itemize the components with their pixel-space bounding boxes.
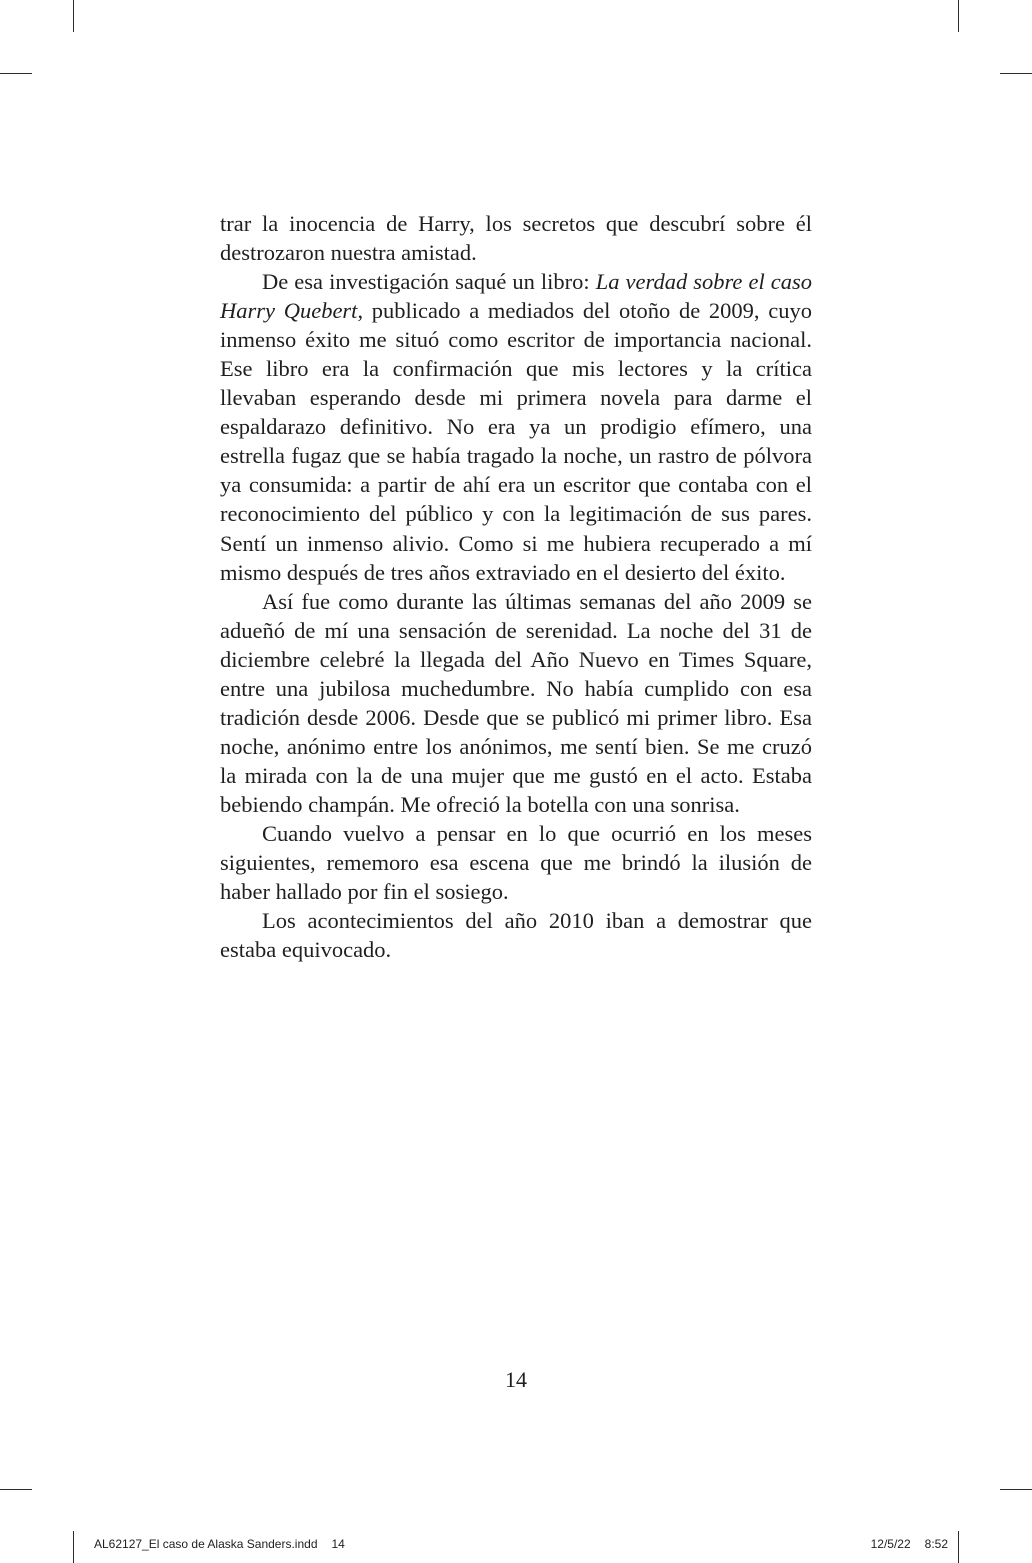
book-title: La verdad sobre el caso Harry Quebert (220, 269, 812, 324)
paragraph-3-text: Así fue como durante las últimas semanas del año 2009 se adueñó de mí una sensación de serenidad. La noche del 31 de diciembre celebré la llegada del Año Nuevo en Times Square, entre una jubilosa muchedumbre. No había cumplido con esa tradición desde 2006. Desde que se publicó mi primer libro. Esa noche, anónimo entre los anónimos, me sentí bien. Se me cruzó la mirada con la de una mujer que me gustó en el acto. Estaba bebiendo champán. Me ofreció la botella con una sonrisa. (220, 588, 812, 817)
paragraph-2-lead: De esa investigación saqué un libro: (262, 269, 596, 295)
crop-mark-bottom-right-horizontal (1000, 1489, 1032, 1490)
slug-time: 8:52 (924, 1537, 948, 1551)
paragraph-4 (220, 819, 812, 906)
crop-mark-bottom-right-vertical (958, 1531, 959, 1563)
paragraph-5 (220, 906, 812, 964)
paragraph-5-text: Los acontecimientos del año 2010 iban a demostrar que estaba equivocado. (220, 908, 812, 963)
paragraph-2 (220, 267, 812, 587)
slug-date: 12/5/22 (870, 1537, 911, 1551)
paragraph-1-text: trar la inocencia de Harry, los secretos que descubrí sobre él destrozaron nuestra amistad. (220, 211, 812, 266)
paragraph-2-rest: , publicado a mediados del otoño de 2009, cuyo inmenso éxito me situó como escritor de importancia nacional. Ese libro era la confirmación que mis lectores y la crítica llevaban esperando desde mi primera novela para darme el espaldarazo definitivo. No era ya un prodigio efímero, una estrella fugaz que se había tragado la noche, un rastro de pólvora ya consumida: a partir de ahí era un escritor que contaba con el reconocimiento del público y con la legitimación de sus pares. Sentí un inmenso alivio. Como si me hubiera recuperado a mí mismo después de tres años extraviado en el desierto del éxito. (220, 298, 812, 585)
crop-mark-bottom-left-horizontal (0, 1489, 32, 1490)
slug-timestamp (871, 1537, 948, 1551)
crop-mark-top-right-horizontal (1000, 73, 1032, 74)
paragraph-1 (220, 209, 812, 267)
crop-mark-top-right-vertical (958, 0, 959, 32)
slug-page: 14 (331, 1537, 345, 1551)
crop-mark-bottom-left-vertical (73, 1531, 74, 1563)
body-text (220, 209, 812, 964)
paragraph-4-text: Cuando vuelvo a pensar en lo que ocurrió en los meses siguientes, rememoro esa escena que me brindó la ilusión de haber hallado por fin el sosiego. (220, 820, 812, 905)
slug-filename: AL62127_El caso de Alaska Sanders.indd (94, 1537, 318, 1551)
paragraph-3 (220, 587, 812, 819)
slug-file-info (94, 1537, 345, 1551)
crop-mark-top-left-vertical (73, 0, 74, 32)
page-number: 14 (505, 1367, 527, 1392)
crop-mark-top-left-horizontal (0, 73, 32, 74)
